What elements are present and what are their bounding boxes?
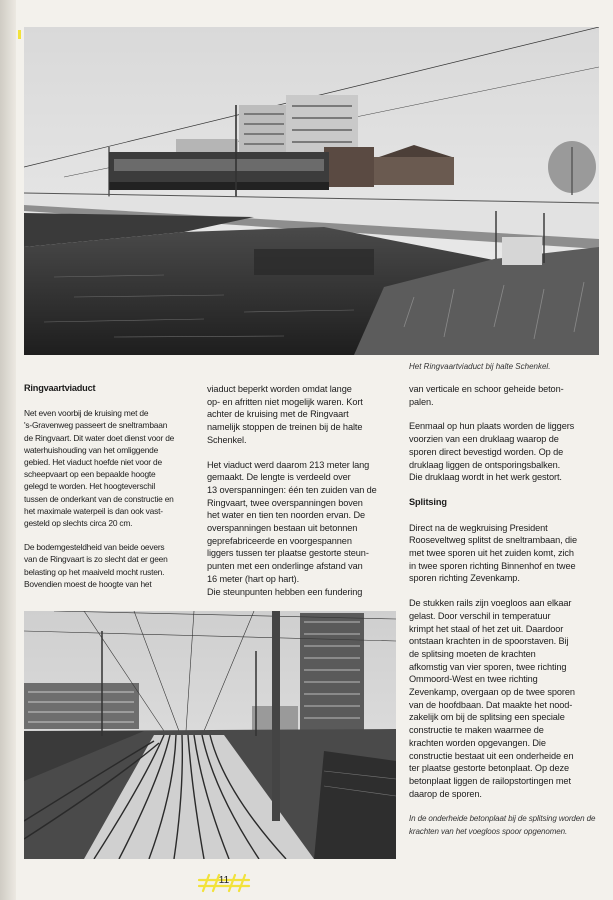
paragraph: van verticale en schoor geheide beton- palen. <box>409 384 564 407</box>
section-heading-ringvaartviaduct: Ringvaartviaduct <box>24 383 96 393</box>
track-splitting-photo <box>24 611 396 859</box>
paragraph: Het viaduct werd daarom 213 meter lang gemaakt. De lengte is verdeeld over 13 overspanningen: één ten zuiden van de Ringvaart, twee overspanningen boven het water en tien ten noorden ervan. De overspanningen bestaan uit betonnen geprefabriceerde en voorgespannen liggers tussen ter plaatse gestorte steun- punten met een onderlinge afstand van 16 meter (hart op hart). Die steunpunten hebben een fundering <box>207 459 377 597</box>
paragraph: Direct na de wegkruising President Rooseveltweg splitst de sneltrambaan, die met twee sporen uit het zuiden komt, zich in twee sporen richting Binnenhof en twee sporen richting Zevenkamp. <box>409 522 578 584</box>
page-number: 11 <box>218 875 230 886</box>
paragraph: Net even voorbij de kruising met de 's-Gravenweg passeert de sneltrambaan de Ringvaart. Dit water doet dienst voor de waterhuishouding van het omliggende gebied. Het viaduct hoefde niet voor de scheepvaart op een bepaalde hoogte gelegd te worden. Het hoogteverschil tussen de onderkant van de constructie en het maximale waterpeil is dan ook vast- gesteld op slechts circa 20 cm. <box>24 408 175 529</box>
photo2-caption: In de onderheide betonplaat bij de splitsing worden de krachten van het voegloos spoor opgenomen. <box>409 814 596 837</box>
page-binding-edge <box>0 0 16 900</box>
page-number-badge <box>197 873 251 893</box>
paragraph: viaduct beperkt worden omdat lange op- en afritten niet mogelijk waren. Kort achter de kruising met de Ringvaart namelijk stoppen de treinen bij de halte Schenkel. <box>207 384 363 445</box>
section-heading-splitsing: Splitsing <box>409 496 447 507</box>
text-column-3 <box>409 383 599 838</box>
paragraph: De stukken rails zijn voegloos aan elkaar gelast. Door verschil in temperatuur krimpt het staal of het zet uit. Daardoor ontstaan krachten in de spoorstaven. Bij de splitsing moeten de krachten afkomstig van vier sporen, twee richting Ommoord-West en twee richting Zevenkamp, overgaan op de twee sporen van de hoofdbaan. Dat maakte het nood- zakelijk om bij de splitsing een speciale constructie te maken waarmee de krachten worden opgevangen. Die constructie bestaat uit een onderheide en ter plaatse gestorte betonplaat. Op deze betonplaat liggen de railopstortingen met daarop de sporen. <box>409 598 575 799</box>
paragraph: Eenmaal op hun plaats worden de liggers voorzien van een druklaag waarop de sporen direct bevestigd worden. Op de druklaag liggen de ontsporingsbalken. Die druklaag wordt in het werk gestort. <box>409 421 575 483</box>
text-column-1 <box>24 382 196 590</box>
paragraph: De bodemgesteldheid van beide oevers van de Ringvaart is zo slecht dat er geen belasting op het maaiveld mocht rusten. Bovendien moest de hoogte van het <box>24 542 168 589</box>
yellow-margin-marker <box>18 30 21 39</box>
text-column-2 <box>207 383 397 598</box>
photo1-caption: Het Ringvaartviaduct bij halte Schenkel. <box>409 362 551 371</box>
ringvaartviaduct-photo <box>24 27 599 355</box>
